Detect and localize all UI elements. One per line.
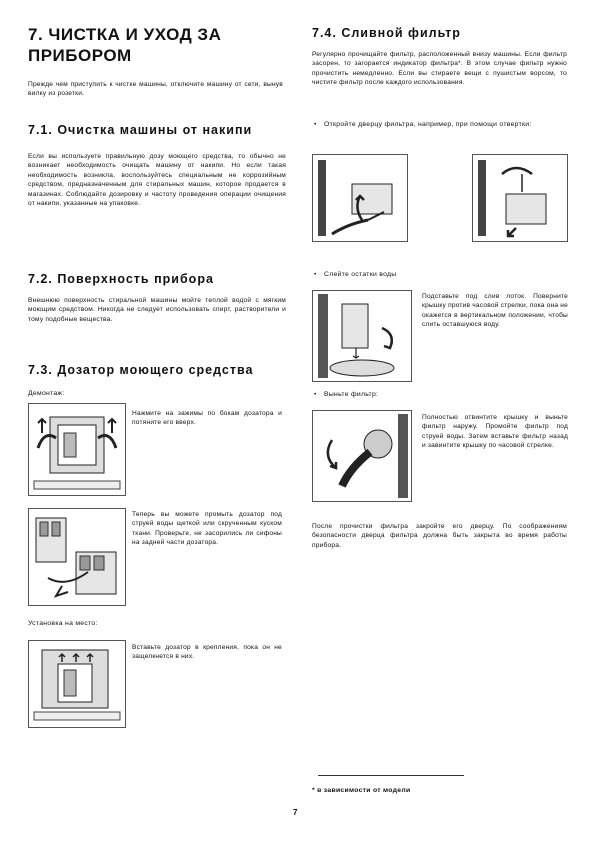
dispenser-step-1: Нажмите на зажимы по бокам дозатора и потяните его вверх. (132, 410, 282, 427)
filter-step-text: Полностью отвинтите крышку и выньте фильтр наружу. Промойте фильтр под струей воды. Затем вставьте фильтр назад и завинтите крышку по часовой стрелке. (422, 414, 568, 450)
dismount-label: Демонтаж: (28, 390, 65, 397)
drain-water-illustration (312, 290, 412, 382)
section-7-2-heading: 7.2. Поверхность прибора (28, 272, 214, 286)
dispenser-insert-illustration (28, 640, 126, 728)
install-label: Установка на место: (28, 620, 98, 627)
dispenser-step-2: Теперь вы можете промыть дозатор под струей воды щеткой или скрученным куском ткани. Проверьте, не засорились ли сифоны на задней части дозатора. (132, 511, 282, 547)
filter-door-screwdriver-illustration (312, 154, 408, 242)
bullet-drain-water: • Слейте остатки воды (324, 270, 567, 279)
filter-door-open-illustration (472, 154, 568, 242)
section-7-4-text: Регулярно прочищайте фильтр, расположенный внизу машины. Если фильтр засорен, то загорается индикатор фильтра*. В этом случае фильтр нужно прочистить немедленно. Если вы стираете вещи с пушистым ворсом, то чистите фильтр после каждого использования. (312, 51, 567, 87)
filter-remove-illustration (312, 410, 412, 502)
section-7-2-text: Внешнюю поверхность стиральной машины мойте теплой водой с мягким моющим средством. Никогда не следует использовать спирт, растворители и тому подобные вещества. (28, 297, 286, 323)
page-title: 7. ЧИСТКА И УХОД ЗА ПРИБОРОМ (28, 25, 222, 65)
dispenser-remove-illustration (28, 403, 126, 496)
drain-step-text: Подставьте под слив лоток. Поверните крышку против часовой стрелки, пока она не окажется в вертикальном положении, чтобы слить оставшуюся воду. (422, 293, 569, 329)
footnote: * в зависимости от модели (312, 787, 411, 794)
section-7-3-heading: 7.3. Дозатор моющего средства (28, 363, 254, 377)
bullet-open-door: • Откройте дверцу фильтра, например, при помощи отвертки: (324, 120, 567, 129)
page-number: 7 (293, 808, 298, 817)
section-7-4-heading: 7.4. Сливной фильтр (312, 26, 461, 40)
dispenser-rinse-illustration (28, 508, 126, 606)
section-7-1-text: Если вы используете правильную дозу моющего средства, то обычно не возникает необходимость очищать машину от накипи. Но если такая необходимость возникла, воспользуйтесь специальным не коррозийным средством, предназначенным для стиральных машин, которое продается в магазинах. Соблюдайте дозировку и частоту проведения операции очищения от накипи, указанные на упаковке. (28, 153, 286, 208)
intro-text: Прежде чем приступить к чистке машины, отключите машину от сети, вынув вилку из розетки. (28, 81, 283, 98)
closing-text: После прочистки фильтра закройте его дверцу. По соображениям безопасности дверца фильтра должна быть закрыта во время работы прибора. (312, 523, 567, 549)
section-7-1-heading: 7.1. Очистка машины от накипи (28, 123, 253, 137)
bullet-remove-filter: • Выньте фильтр: (324, 390, 567, 399)
dispenser-step-3: Вставьте дозатор в крепления, пока он не защелкнется в них. (132, 644, 282, 661)
footnote-rule (318, 775, 464, 776)
